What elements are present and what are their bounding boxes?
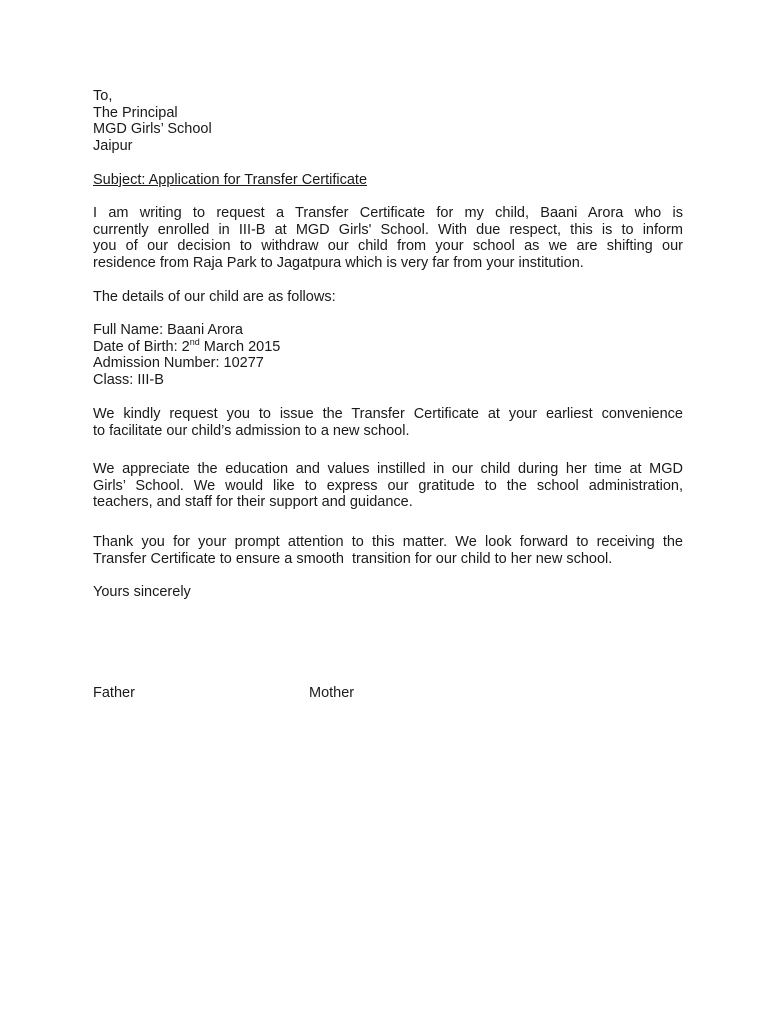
closing bbox=[93, 584, 683, 601]
intro-line: you of our decision to withdraw our child from your school as we are shifting our bbox=[93, 238, 683, 255]
request-line: We kindly request you to issue the Transfer Certificate at your earliest convenience bbox=[93, 406, 683, 422]
intro-line: I am writing to request a Transfer Certificate for my child, Baani Arora who is bbox=[93, 205, 683, 221]
recipient-address bbox=[93, 88, 683, 155]
details-heading-text: The details of our child are as follows: bbox=[93, 289, 336, 305]
appreciation-line: Girls’ School. We would like to express our gratitude to the school administration, bbox=[93, 477, 683, 494]
detail-full-name: Full Name: Baani Arora bbox=[93, 322, 243, 338]
appreciation-line: We appreciate the education and values instilled in our child during her time at MGD bbox=[93, 461, 683, 477]
intro-paragraph bbox=[93, 205, 683, 272]
details-heading bbox=[93, 289, 683, 306]
subject-text: Subject: Application for Transfer Certificate bbox=[93, 172, 368, 188]
school-name: MGD Girls’ School bbox=[93, 121, 212, 138]
signature-mother: Mother bbox=[309, 685, 355, 701]
salutation: To, bbox=[93, 88, 113, 104]
school-city: Jaipur bbox=[93, 138, 133, 155]
appreciation-paragraph bbox=[93, 461, 683, 511]
subject-line bbox=[93, 172, 683, 189]
child-details bbox=[93, 322, 683, 389]
appreciation-line: teachers, and staff for their support and guidance. bbox=[93, 494, 413, 511]
thanks-line: Thank you for your prompt attention to this matter. We look forward to receiving the bbox=[93, 534, 683, 550]
thanks-paragraph bbox=[93, 534, 683, 567]
intro-line: residence from Raja Park to Jagatpura which is very far from your institution. bbox=[93, 255, 584, 272]
detail-date-of-birth bbox=[93, 336, 683, 356]
thanks-line: Transfer Certificate to ensure a smooth transition for our child to her new school. bbox=[93, 550, 613, 567]
request-paragraph bbox=[93, 406, 683, 439]
dob-prefix: Date of Birth: 2 bbox=[93, 338, 190, 355]
detail-admission-number: Admission Number: 10277 bbox=[93, 355, 264, 372]
dob-suffix: March 2015 bbox=[199, 338, 281, 355]
intro-line: currently enrolled in III-B at MGD Girls' School. With due respect, this is to inform bbox=[93, 221, 683, 238]
dob-ordinal-suffix: nd bbox=[189, 336, 200, 347]
closing-text: Yours sincerely bbox=[93, 584, 191, 600]
request-line: to facilitate our child’s admission to a new school. bbox=[93, 422, 410, 439]
detail-class: Class: III-B bbox=[93, 372, 164, 389]
recipient-title: The Principal bbox=[93, 104, 178, 121]
signature-father: Father bbox=[93, 685, 135, 701]
